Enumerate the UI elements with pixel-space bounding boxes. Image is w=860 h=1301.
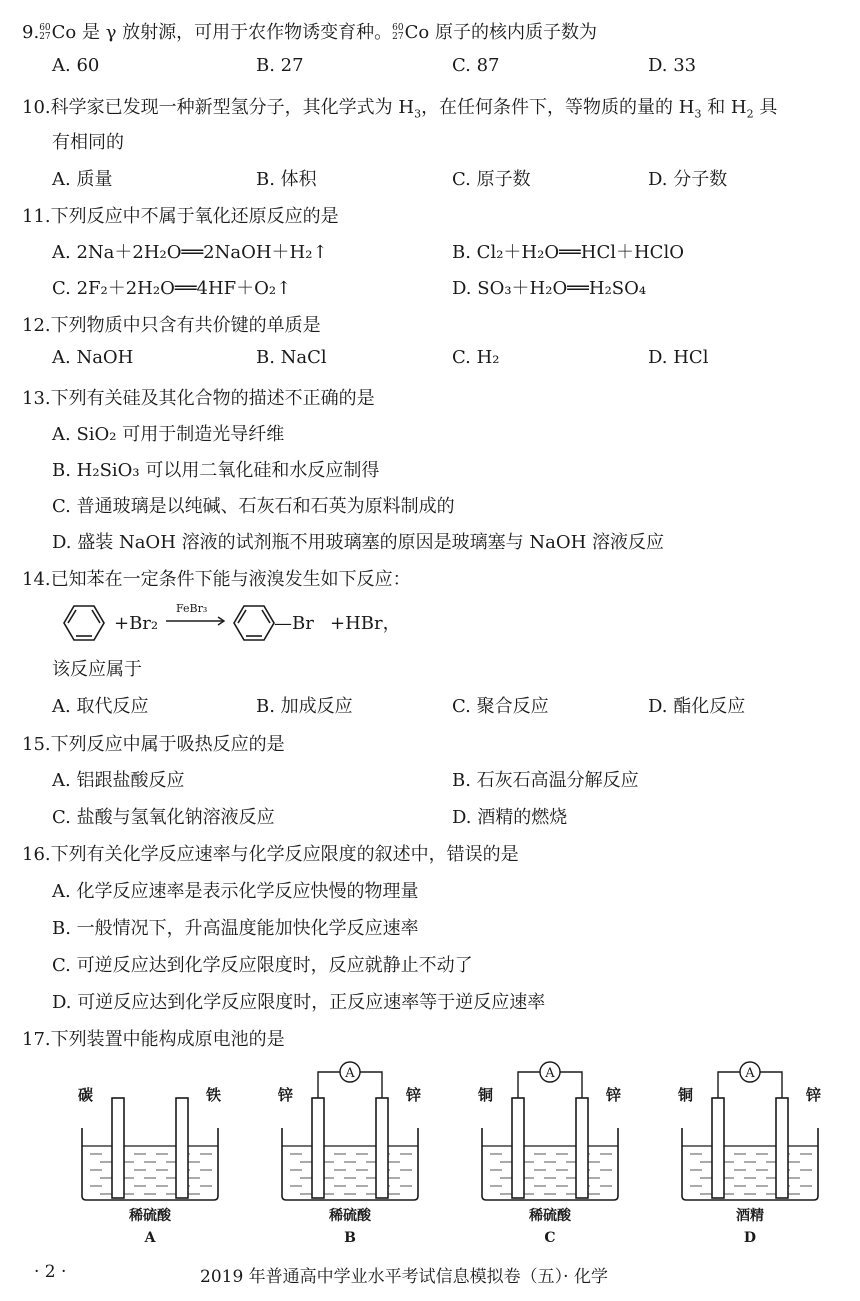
option: B. 体积 (256, 169, 317, 190)
question-14-follow: 该反应属于 (52, 659, 142, 680)
right-electrode (776, 1098, 788, 1198)
option: C. 聚合反应 (452, 696, 549, 717)
left-electrode-label: 碳 (78, 1086, 94, 1104)
benzene-bromination-equation (52, 598, 472, 646)
option: D. 酒精的燃烧 (452, 807, 568, 828)
apparatus-d (670, 1058, 840, 1248)
beaker-icon (482, 1128, 618, 1200)
right-electrode-label: 锌 (806, 1086, 822, 1104)
option: D. 分子数 (648, 169, 728, 190)
right-electrode-label: 锌 (406, 1086, 422, 1104)
option: D. 酯化反应 (648, 696, 746, 717)
left-electrode (312, 1098, 324, 1198)
option: C. 盐酸与氢氧化钠溶液反应 (52, 807, 275, 828)
reaction-arrow-icon (166, 617, 224, 625)
solution-label: 酒精 (736, 1208, 764, 1224)
beaker-icon (282, 1128, 418, 1200)
left-electrode (112, 1098, 124, 1198)
catalyst-label: FeBr₃ (176, 602, 208, 615)
right-electrode (576, 1098, 588, 1198)
wire-right (360, 1072, 382, 1098)
option: A. SiO₂ 可用于制造光导纤维 (52, 424, 285, 445)
option: B. 一般情况下，升高温度能加快化学反应速率 (52, 918, 419, 939)
option: C. 原子数 (452, 169, 531, 190)
solution-label: 稀硫酸 (529, 1208, 571, 1224)
right-electrode-label: 铁 (206, 1086, 222, 1104)
right-electrode (376, 1098, 388, 1198)
option: D. SO₃＋H₂O══H₂SO₄ (452, 278, 647, 299)
left-electrode-label: 铜 (478, 1086, 494, 1104)
wire-right (760, 1072, 782, 1098)
question-12-stem: 12.下列物质中只含有共价键的单质是 (22, 315, 321, 336)
benzene-ring-icon (64, 606, 104, 640)
question-10-stem-cont: 有相同的 (52, 132, 124, 153)
reagent-label: +Br₂ (114, 613, 159, 634)
question-15-stem: 15.下列反应中属于吸热反应的是 (22, 734, 285, 755)
option: A. 铝跟盐酸反应 (52, 770, 185, 791)
option: B. 加成反应 (256, 696, 353, 717)
apparatus-c (470, 1058, 640, 1248)
left-electrode-label: 锌 (278, 1086, 294, 1104)
option: A. 2Na＋2H₂O══2NaOH＋H₂↑ (52, 242, 328, 263)
question-17-stem: 17.下列装置中能构成原电池的是 (22, 1029, 285, 1050)
left-electrode-label: 铜 (678, 1086, 694, 1104)
option: A. NaOH (52, 347, 134, 368)
question-10-stem: 10.科学家已发现一种新型氢分子，其化学式为 $H_3$，在任何条件下，等物质的量的 $H_3$ 和 $H_2$ 具 (22, 97, 778, 121)
solution-label: 稀硫酸 (129, 1208, 171, 1224)
wire-left (318, 1072, 340, 1098)
solution-label: 稀硫酸 (329, 1208, 371, 1224)
apparatus-letter: A (144, 1230, 156, 1246)
ammeter-label: A (345, 1066, 355, 1081)
option: C. H₂ (452, 347, 500, 368)
left-electrode (712, 1098, 724, 1198)
wire-left (518, 1072, 540, 1098)
benzene-ring-icon (234, 606, 274, 640)
wire-right (560, 1072, 582, 1098)
apparatus-letter: D (743, 1230, 757, 1246)
wire-left (718, 1072, 740, 1098)
option: A. 60 (52, 55, 100, 76)
left-electrode (512, 1098, 524, 1198)
isotope-notation: 60 27 (392, 23, 404, 42)
option: C. 87 (452, 55, 500, 76)
beaker-icon (682, 1128, 818, 1200)
option: C. 可逆反应达到化学反应限度时，反应就静止不动了 (52, 955, 473, 976)
page-number: · 2 · (34, 1262, 67, 1282)
question-9-stem: 9.60 27Co 是 γ 放射源，可用于农作物诱变育种。60 27Co 原子的核内质子数为 (22, 22, 597, 43)
option: A. 取代反应 (52, 696, 149, 717)
apparatus-row (70, 1058, 830, 1248)
option: A. 化学反应速率是表示化学反应快慢的物理量 (52, 881, 419, 902)
page-footer-title: 2019 年普通高中学业水平考试信息模拟卷（五）· 化学 (200, 1267, 608, 1287)
beaker-icon (82, 1128, 218, 1200)
right-electrode-label: 锌 (606, 1086, 622, 1104)
option: B. 石灰石高温分解反应 (452, 770, 639, 791)
question-16-stem: 16.下列有关化学反应速率与化学反应限度的叙述中，错误的是 (22, 844, 519, 865)
question-14-stem: 14.已知苯在一定条件下能与液溴发生如下反应： (22, 569, 411, 590)
question-13-stem: 13.下列有关硅及其化合物的描述不正确的是 (22, 388, 375, 409)
question-11-stem: 11.下列反应中不属于氧化还原反应的是 (22, 206, 339, 227)
option: D. HCl (648, 347, 709, 368)
apparatus-b (270, 1058, 440, 1248)
byproduct-label: +HBr， (330, 613, 401, 634)
ammeter-label: A (545, 1066, 555, 1081)
option: B. H₂SiO₃ 可以用二氧化硅和水反应制得 (52, 460, 380, 481)
product-substituent: —Br (274, 613, 314, 634)
isotope-notation: 60 27 (39, 23, 51, 42)
apparatus-letter: B (344, 1230, 356, 1246)
option: B. NaCl (256, 347, 327, 368)
ammeter-label: A (745, 1066, 755, 1081)
apparatus-letter: C (544, 1230, 556, 1246)
option: B. Cl₂＋H₂O══HCl＋HClO (452, 242, 684, 263)
option: D. 可逆反应达到化学反应限度时，正反应速率等于逆反应速率 (52, 992, 546, 1013)
option: D. 盛装 NaOH 溶液的试剂瓶不用玻璃塞的原因是玻璃塞与 NaOH 溶液反应 (52, 532, 664, 553)
option: D. 33 (648, 55, 697, 76)
option: A. 质量 (52, 169, 113, 190)
option: C. 2F₂＋2H₂O══4HF＋O₂↑ (52, 278, 292, 299)
option: C. 普通玻璃是以纯碱、石灰石和石英为原料制成的 (52, 496, 455, 517)
option: B. 27 (256, 55, 304, 76)
right-electrode (176, 1098, 188, 1198)
apparatus-a (70, 1058, 240, 1248)
